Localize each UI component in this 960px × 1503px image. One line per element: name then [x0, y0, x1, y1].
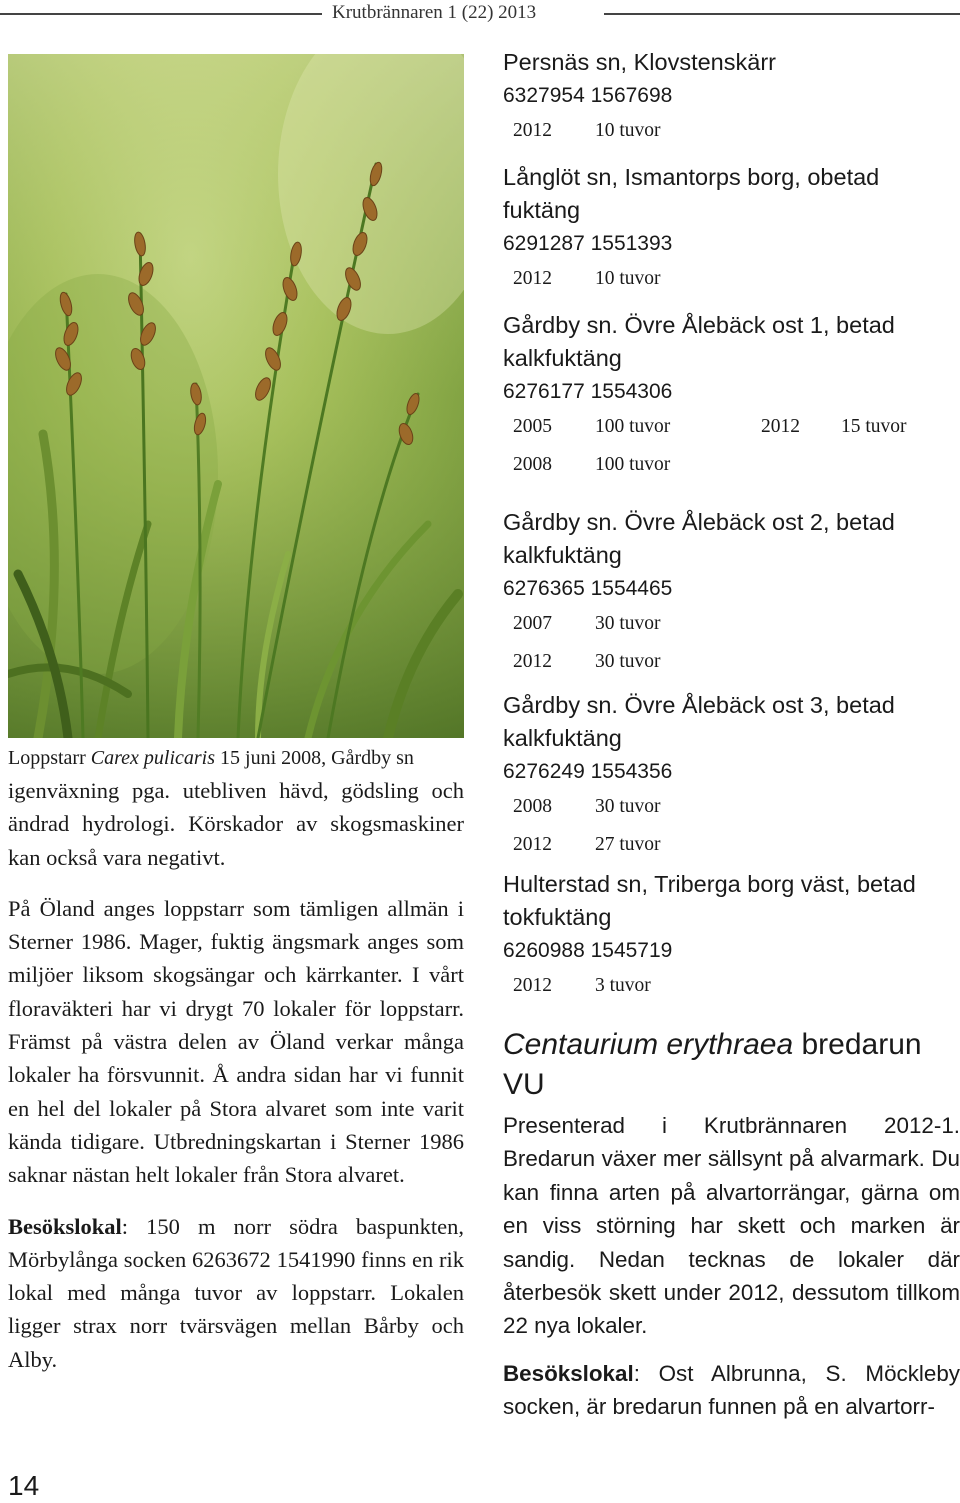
- locality-block: [503, 506, 960, 681]
- caption-suffix: 15 juni 2008, Gårdby sn: [215, 747, 414, 769]
- count-value: 100 tuvor: [595, 454, 671, 475]
- count-year: 2008: [513, 454, 552, 475]
- count-value: 10 tuvor: [595, 120, 661, 141]
- visit-label: Besökslokal: [503, 1360, 634, 1386]
- count-value: 100 tuvor: [595, 416, 671, 437]
- carex-pulicaris-photo: [8, 54, 464, 738]
- count-row: [503, 967, 960, 1005]
- locality-name: Hulterstad sn, Triberga borg väst, betad tokfuktäng: [503, 871, 916, 930]
- locality-name: Gårdby sn. Övre Ålebäck ost 3, betad kalkfuktäng: [503, 692, 895, 751]
- count-row: [503, 788, 960, 826]
- locality-name: Persnäs sn, Klovstenskärr: [503, 49, 776, 75]
- count-value: 30 tuvor: [595, 796, 661, 817]
- caption-species: Carex pulicaris: [90, 747, 216, 769]
- count-year: 2012: [513, 120, 552, 141]
- species-paragraph: Presenterad i Krutbrännaren 2012-1. Bredarun växer mer sällsynt på alvarmark. Du kan finna arten på alvartorrängar, gärna om en viss störning har skett och marken är sandig. Nedan tecknas de lokaler där återbesök skett under 2012, dessutom tillkom 22 nya lokaler.: [503, 1113, 960, 1339]
- locality-coordinates: 6276249 1554356: [503, 760, 673, 783]
- locality-name: Långlöt sn, Ismantorps borg, obetad fuktäng: [503, 164, 880, 223]
- species-common-name: bredarun VU: [503, 1028, 922, 1101]
- locality-coordinates: 6291287 1551393: [503, 232, 673, 255]
- locality-block: [503, 46, 960, 150]
- header-rule-right: [604, 13, 960, 15]
- page-number: 14: [8, 1470, 40, 1501]
- count-row: [503, 826, 960, 864]
- locality-coordinates: 6327954 1567698: [503, 84, 673, 107]
- count-year: 2012: [513, 268, 552, 289]
- count-year: 2012: [761, 416, 800, 437]
- count-value: 27 tuvor: [595, 834, 661, 855]
- photo-caption: [8, 742, 464, 774]
- locality-coordinates: 6260988 1545719: [503, 939, 673, 962]
- locality-name: Gårdby sn. Övre Ålebäck ost 2, betad kalkfuktäng: [503, 509, 895, 568]
- count-value: 3 tuvor: [595, 975, 651, 996]
- paragraph-oland: På Öland anges loppstarr som tämligen allmän i Sterner 1986. Mager, fuktig ängsmark anges som miljöer liksom skogsängar och kärrkanter. I vårt floraväkteri har vi drygt 70 lokaler för loppstarr. Främst på västra delen av Öland verkar många lokaler ha försvunnit. Å andra sidan har vi funnit en hel del lokaler på Stora alvaret som inte varit kända tidigare. Utbredningskartan i Sterner 1986 saknar nästan helt lokaler från Stora alvaret.: [8, 895, 464, 1188]
- species-visit-paragraph: [503, 1357, 960, 1424]
- count-row: [503, 643, 960, 681]
- left-column: [8, 742, 464, 1376]
- species-heading: [503, 1025, 960, 1105]
- count-year: 2012: [513, 975, 552, 996]
- visit-label: Besökslokal: [8, 1213, 122, 1239]
- right-column: [503, 46, 960, 1424]
- paragraph-visit: [8, 1210, 464, 1376]
- count-year: 2008: [513, 796, 552, 817]
- locality-block: [503, 161, 960, 298]
- photo-illustration: [8, 54, 464, 738]
- count-value: 15 tuvor: [841, 416, 907, 437]
- visit-text: : 150 m norr södra baspunkten, Mörbylånga socken 6263672 1541990 finns en rik lokal med många tuvor av loppstarr. Lokalen ligger strax norr tvärsvägen mellan Bårby och Alby.: [8, 1213, 464, 1372]
- journal-title: Krutbrännaren 1 (22) 2013: [332, 2, 537, 23]
- header-rule-left: [0, 13, 322, 15]
- count-row: [503, 112, 960, 150]
- locality-name: Gårdby sn. Övre Ålebäck ost 1, betad kalkfuktäng: [503, 312, 895, 371]
- visit-text: : Ost Albrunna, S. Möckleby socken, är bredarun funnen på en alvartorr-: [503, 1360, 960, 1420]
- count-value: 30 tuvor: [595, 613, 661, 634]
- count-year: 2007: [513, 613, 552, 634]
- count-year: 2005: [513, 416, 552, 437]
- count-value: 30 tuvor: [595, 651, 661, 672]
- running-header: [0, 0, 960, 28]
- count-row: [503, 408, 960, 446]
- count-year: 2012: [513, 834, 552, 855]
- locality-block: [503, 868, 960, 1005]
- count-year: 2012: [513, 651, 552, 672]
- locality-coordinates: 6276365 1554465: [503, 577, 673, 600]
- locality-block: [503, 309, 960, 484]
- caption-prefix: Loppstarr: [8, 747, 91, 769]
- count-row: [503, 446, 960, 484]
- species-scientific-name: Centaurium erythraea: [503, 1028, 794, 1061]
- locality-block: [503, 689, 960, 864]
- count-row: [503, 605, 960, 643]
- count-row: [503, 260, 960, 298]
- paragraph-threats: igenväxning pga. utebliven hävd, gödsling och ändrad hydrologi. Körskador av skogsmaskiner kan också vara negativt.: [8, 778, 464, 870]
- locality-coordinates: 6276177 1554306: [503, 380, 673, 403]
- count-value: 10 tuvor: [595, 268, 661, 289]
